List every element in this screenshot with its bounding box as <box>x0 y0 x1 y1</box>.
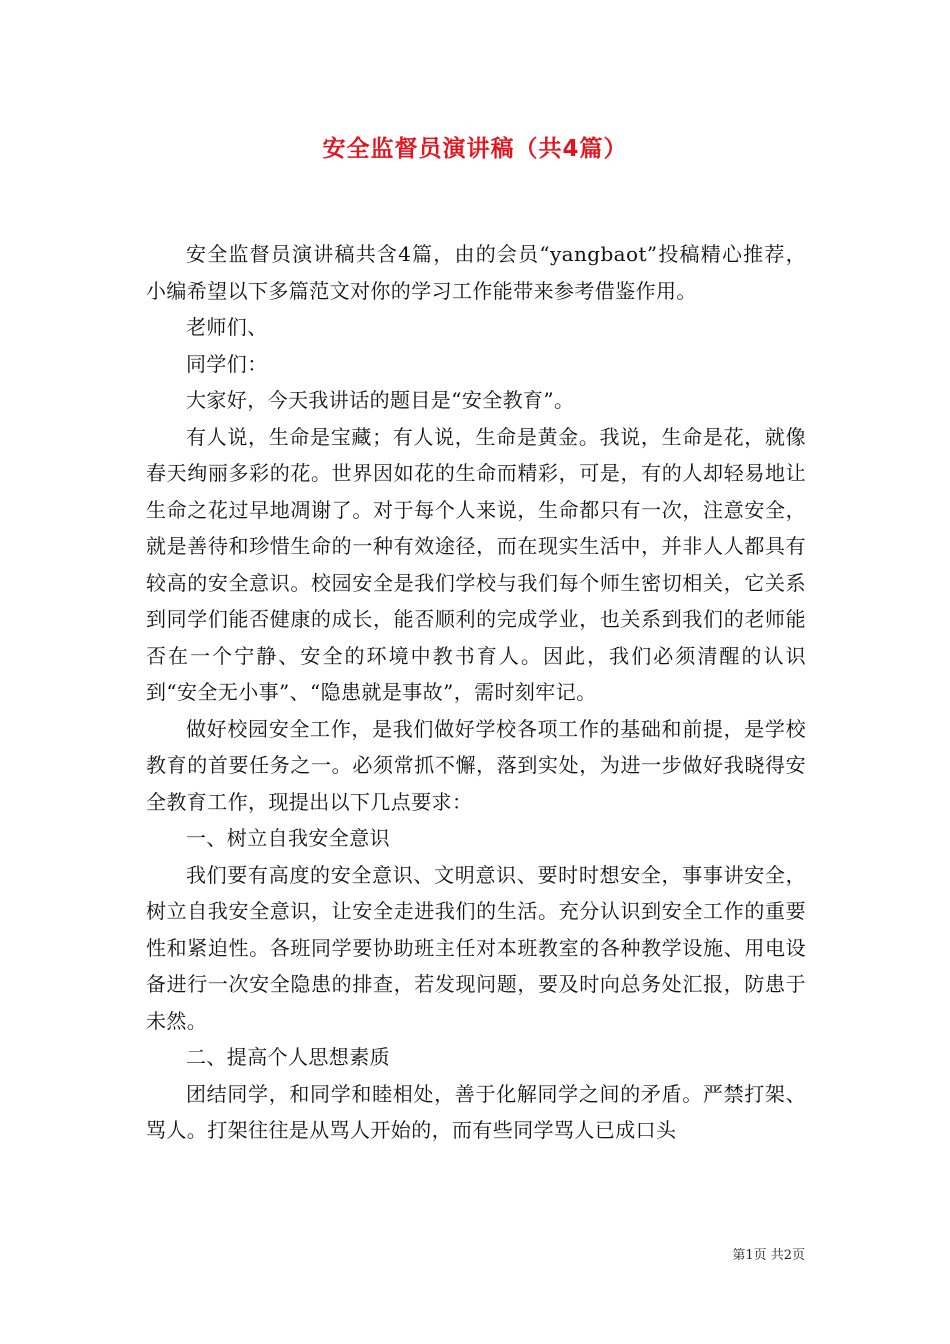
paragraph: 老师们、 <box>186 315 268 339</box>
paragraph: 有人说，生命是宝藏；有人说，生命是黄金。我说，生命是花，就像春天绚丽多彩的花。世界因如花的生命而精彩，可是，有的人却轻易地让生命之花过早地凋谢了。对于每个人来说，生命都只有一次，注意安全，就是善待和珍惜生命的一种有效途径，而在现实生活中，并非人人都具有较高的安全意识。校园安全是我们学校与我们每个师生密切相关，它关系到同学们能否健康的成长，能否顺利的完成学业，也关系到我们的老师能否在一个宁静、安全的环境中教书育人。因此，我们必须清醒的认识到“安全无小事”、“隐患就是事故”，需时刻牢记。 <box>146 424 806 704</box>
paragraph: 我们要有高度的安全意识、文明意识、要时时想安全，事事讲安全，树立自我安全意识，让安全走进我们的生活。充分认识到安全工作的重要性和紧迫性。各班同学要协助班主任对本班教室的各种教学设施、用电设备进行一次安全隐患的排查，若发现问题，要及时向总务处汇报，防患于未然。 <box>146 862 806 1033</box>
paragraph: 做好校园安全工作，是我们做好学校各项工作的基础和前提，是学校教育的首要任务之一。必须常抓不懈，落到实处，为进一步做好我晓得安全教育工作，现提出以下几点要求： <box>146 716 806 814</box>
paragraph: 安全监督员演讲稿共含4篇，由的会员“yangbaot”投稿精心推荐，小编希望以下多篇范文对你的学习工作能带来参考借鉴作用。 <box>146 242 806 303</box>
page-number: 第1页 共2页 <box>732 1248 805 1263</box>
paragraph: 大家好，今天我讲话的题目是“安全教育”。 <box>186 388 575 412</box>
document-title: 安全监督员演讲稿（共4篇） <box>322 136 628 162</box>
document-body <box>146 236 806 1149</box>
section-heading: 一、树立自我安全意识 <box>186 826 390 850</box>
paragraph: 同学们： <box>186 351 268 376</box>
section-heading: 二、提高个人思想素质 <box>186 1045 390 1069</box>
paragraph: 团结同学，和同学和睦相处，善于化解同学之间的矛盾。严禁打架、骂人。打架往往是从骂人开始的，而有些同学骂人已成口头 <box>146 1081 806 1142</box>
